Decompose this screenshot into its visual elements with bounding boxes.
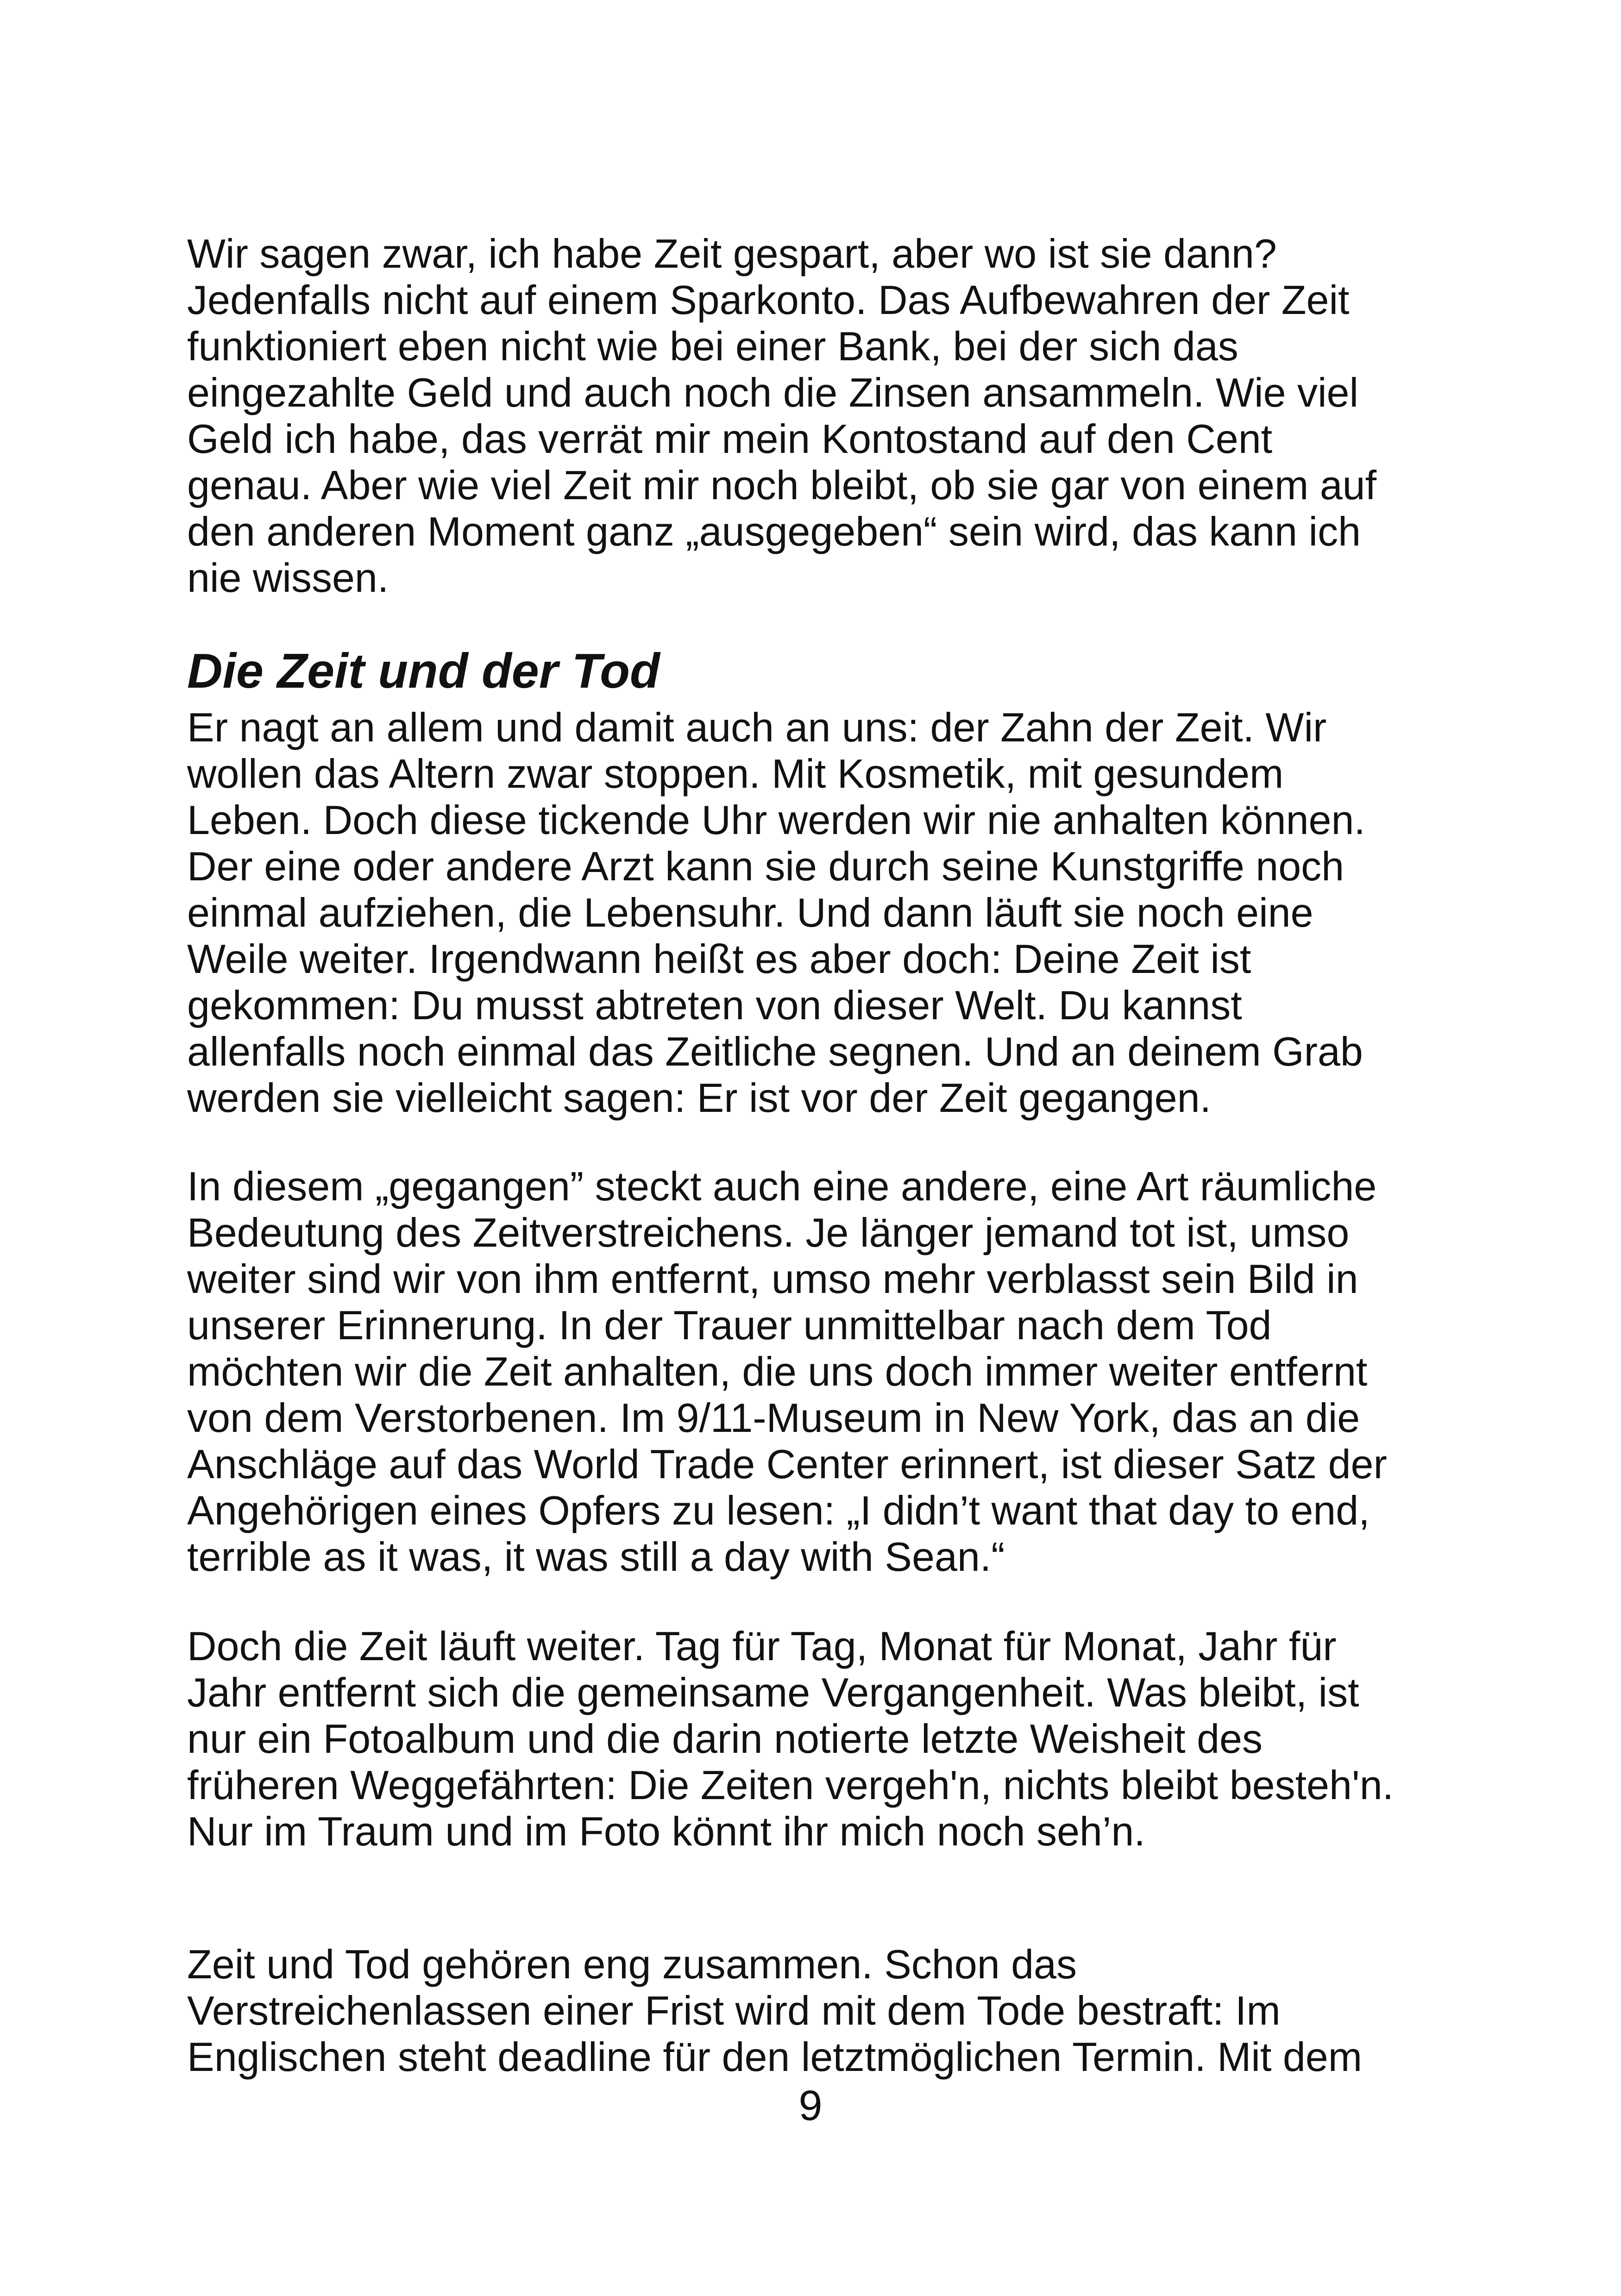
text-line: terrible as it was, it was still a day with Sean.“ [187, 1534, 1005, 1580]
text-line: nur ein Fotoalbum und die darin notierte letzte Weisheit des [187, 1716, 1263, 1762]
text-line: einmal aufziehen, die Lebensuhr. Und dann läuft sie noch eine [187, 890, 1313, 935]
text-line: unserer Erinnerung. In der Trauer unmittelbar nach dem Tod [187, 1302, 1272, 1348]
paragraph-2 [187, 704, 1475, 1121]
text-line: Bedeutung des Zeitverstreichens. Je länger jemand tot ist, umso [187, 1210, 1350, 1255]
text-line: allenfalls noch einmal das Zeitliche segnen. Und an deinem Grab [187, 1029, 1363, 1074]
text-line: gekommen: Du musst abtreten von dieser Welt. Du kannst [187, 982, 1242, 1028]
paragraph-5 [187, 1941, 1475, 2080]
text-line: Doch die Zeit läuft weiter. Tag für Tag, Monat für Monat, Jahr für [187, 1623, 1337, 1669]
text-line: Anschläge auf das World Trade Center erinnert, ist dieser Satz der [187, 1441, 1387, 1487]
text-line: Geld ich habe, das verrät mir mein Kontostand auf den Cent [187, 416, 1273, 462]
paragraph-1 [187, 231, 1475, 601]
text-line: möchten wir die Zeit anhalten, die uns doch immer weiter entfernt [187, 1349, 1368, 1394]
paragraph-3 [187, 1163, 1475, 1580]
text-line: Weile weiter. Irgendwann heißt es aber doch: Deine Zeit ist [187, 936, 1251, 982]
text-line: nie wissen. [187, 555, 389, 601]
text-line: funktioniert eben nicht wie bei einer Bank, bei der sich das [187, 323, 1238, 369]
text-line: Verstreichenlassen einer Frist wird mit dem Tode bestraft: Im [187, 1988, 1281, 2033]
page-number: 9 [798, 2082, 823, 2129]
text-line: Nur im Traum und im Foto könnt ihr mich noch seh’n. [187, 1808, 1145, 1854]
text-line: weiter sind wir von ihm entfernt, umso mehr verblasst sein Bild in [187, 1256, 1358, 1302]
text-line: Jahr entfernt sich die gemeinsame Vergangenheit. Was bleibt, ist [187, 1669, 1359, 1715]
text-line: werden sie vielleicht sagen: Er ist vor der Zeit gegangen. [187, 1075, 1211, 1121]
paragraph-4 [187, 1623, 1475, 1855]
text-line: von dem Verstorbenen. Im 9/11-Museum in New York, das an die [187, 1395, 1360, 1441]
text-line: den anderen Moment ganz „ausgegeben“ sein wird, das kann ich [187, 508, 1361, 554]
text-line: Der eine oder andere Arzt kann sie durch seine Kunstgriffe noch [187, 843, 1345, 889]
text-line: Jedenfalls nicht auf einem Sparkonto. Das Aufbewahren der Zeit [187, 277, 1350, 323]
text-line: Englischen steht deadline für den letztmöglichen Termin. Mit dem [187, 2034, 1363, 2080]
text-line: Wir sagen zwar, ich habe Zeit gespart, aber wo ist sie dann? [187, 231, 1277, 276]
text-line: Angehörigen eines Opfers zu lesen: „I didn’t want that day to end, [187, 1487, 1370, 1533]
text-line: In diesem „gegangen” steckt auch eine andere, eine Art räumliche [187, 1163, 1377, 1209]
text-line: früheren Weggefährten: Die Zeiten vergeh'n, nichts bleibt besteh'n. [187, 1762, 1394, 1808]
text-line: genau. Aber wie viel Zeit mir noch bleibt, ob sie gar von einem auf [187, 462, 1377, 508]
text-line: Zeit und Tod gehören eng zusammen. Schon das [187, 1941, 1077, 1987]
text-line: Leben. Doch diese tickende Uhr werden wir nie anhalten können. [187, 797, 1365, 843]
text-line: Er nagt an allem und damit auch an uns: der Zahn der Zeit. Wir [187, 704, 1327, 750]
text-line: wollen das Altern zwar stoppen. Mit Kosmetik, mit gesundem [187, 751, 1284, 797]
text-line: eingezahlte Geld und auch noch die Zinsen ansammeln. Wie viel [187, 370, 1359, 415]
section-heading: Die Zeit und der Tod [187, 644, 660, 698]
